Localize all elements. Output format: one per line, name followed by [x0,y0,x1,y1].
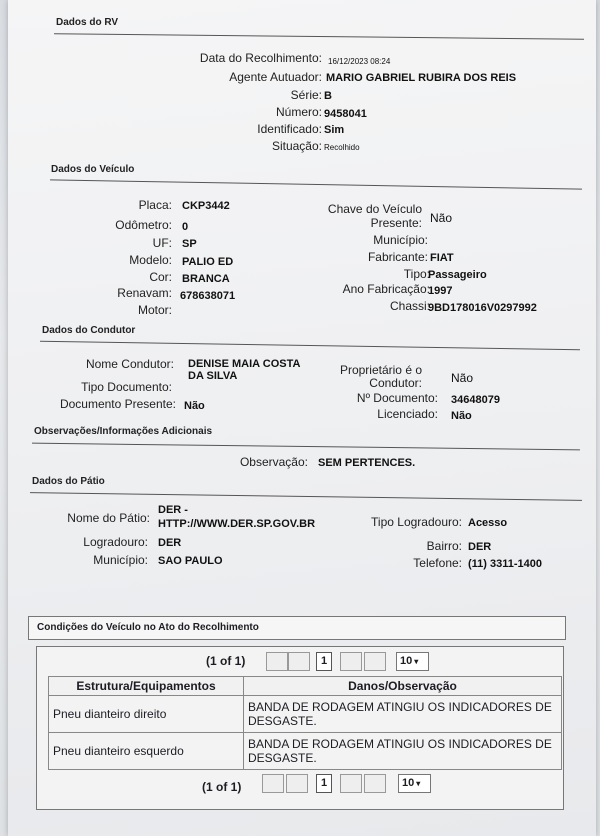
placa-label: Placa: [138,198,172,212]
odometro-label: Odômetro: [115,218,172,232]
column-header-estrutura: Estrutura/Equipamentos [49,677,244,696]
chave-value: Não [430,211,453,225]
section-rule [40,341,580,350]
chassi-value: 9BD178016V0297992 [428,302,537,314]
modelo-value: PALIO ED [182,256,234,268]
municipio-patio-value: SAO PAULO [158,555,223,567]
bairro-label: Bairro: [426,539,462,553]
current-page-button[interactable]: 1 [316,774,332,793]
identificado-label: Identificado: [257,122,322,136]
nome-condutor-value-2: DA SILVA [188,370,238,382]
section-title-rv: Dados do RV [56,17,119,28]
nome-condutor-value-1: DENISE MAIA COSTA [188,358,301,370]
uf-value: SP [182,238,197,250]
nome-condutor-label: Nome Condutor: [85,357,174,371]
observacao-value: SEM PERTENCES. [318,457,416,469]
table-row [49,696,562,733]
row-dano-cell: BANDA DE RODAGEM ATINGIU OS INDICADORES DE DESGASTE. [244,696,562,733]
licenciado-label: Licenciado: [377,407,438,421]
document-page [8,0,596,836]
section-title-observacoes: Observações/Informações Adicionais [34,426,213,437]
pager-text: (1 of 1) [202,780,242,794]
uf-label: UF: [152,236,172,250]
row-item-cell: Pneu dianteiro direito [49,696,244,733]
section-rule [30,492,582,501]
renavam-label: Renavam: [117,286,172,300]
situacao-label: Situação: [271,139,322,153]
ano-value: 1997 [428,285,453,297]
page-size-value: 10 [400,655,413,667]
documento-presente-label: Documento Presente: [59,397,176,411]
licenciado-value: Não [451,410,472,422]
section-title-condutor: Dados do Condutor [42,325,136,336]
chassi-label: Chassi: [389,299,430,313]
section-title-patio: Dados do Pátio [32,476,105,487]
page-size-select[interactable] [398,774,431,793]
placa-value: CKP3442 [182,200,230,212]
bairro-value: DER [468,541,492,553]
last-page-button[interactable] [364,652,386,671]
situacao-value: Recolhido [324,143,360,152]
agente-value: MARIO GABRIEL RUBIRA DOS REIS [326,72,517,84]
ano-label: Ano Fabricação: [342,282,430,296]
numero-value: 9458041 [324,108,367,120]
prev-page-button[interactable] [288,652,310,671]
page-size-select[interactable] [396,652,429,671]
table-header-row [49,677,562,696]
cor-label: Cor: [149,270,172,284]
tipo-documento-label: Tipo Documento: [81,380,172,394]
prev-page-button[interactable] [286,774,308,793]
fabricante-label: Fabricante: [367,250,428,264]
proprietario-value: Não [451,371,474,385]
first-page-button[interactable] [266,652,288,671]
nome-patio-label: Nome do Pátio: [67,511,150,525]
page-size-value: 10 [402,777,415,789]
observacao-label: Observação: [239,455,308,469]
renavam-value: 678638071 [180,290,236,302]
numero-label: Número: [275,105,322,119]
chave-label-2: Presente: [370,216,422,230]
chevron-down-icon: ▾ [416,779,421,788]
chevron-down-icon: ▾ [414,657,419,666]
section-rule [32,443,580,451]
tipo-logradouro-value: Acesso [468,517,508,529]
table-row [49,733,562,770]
row-dano-cell: BANDA DE RODAGEM ATINGIU OS INDICADORES DE DESGASTE. [244,733,562,770]
telefone-label: Telefone: [413,556,462,570]
cor-value: BRANCA [182,273,230,285]
condicoes-table [48,676,562,770]
municipio-patio-label: Município: [93,553,148,567]
numero-documento-label: Nº Documento: [356,391,438,405]
last-page-button[interactable] [364,774,386,793]
nome-patio-value-2: HTTP://WWW.DER.SP.GOV.BR [158,518,316,530]
pager-bottom [48,774,562,794]
numero-documento-value: 34648079 [451,394,500,406]
data-recolhimento-value: 16/12/2023 08:24 [328,57,391,66]
nome-patio-value-1: DER - [158,504,188,516]
next-page-button[interactable] [340,652,362,671]
first-page-button[interactable] [262,774,284,793]
fabricante-value: FIAT [430,252,454,264]
section-title-veiculo: Dados do Veículo [51,164,135,175]
serie-value: B [324,90,332,102]
serie-label: Série: [290,88,322,102]
documento-presente-value: Não [184,400,205,412]
proprietario-label-1: Proprietário é o [339,363,422,377]
tipo-value: Passageiro [428,269,487,281]
next-page-button[interactable] [340,774,362,793]
agente-label: Agente Autuador: [229,70,322,84]
column-header-danos: Danos/Observação [244,677,562,696]
data-recolhimento-label: Data do Recolhimento: [199,51,322,65]
telefone-value: (11) 3311-1400 [468,558,543,570]
section-title-condicoes: Condições do Veículo no Ato do Recolhimento [37,622,259,633]
odometro-value: 0 [182,221,189,233]
logradouro-value: DER [158,537,182,549]
logradouro-label: Logradouro: [83,535,148,549]
proprietario-label-2: Condutor: [369,376,422,390]
modelo-label: Modelo: [129,253,172,267]
municipio-veiculo-label: Município: [373,233,428,247]
current-page-button[interactable]: 1 [316,652,332,671]
pager-top [48,652,562,672]
chave-label-1: Chave do Veículo [327,202,422,216]
section-rule [50,179,582,189]
pager-text: (1 of 1) [206,654,246,668]
tipo-label: Tipo: [403,267,430,281]
tipo-logradouro-label: Tipo Logradouro: [371,515,462,529]
condicoes-header-box [28,616,566,640]
motor-label: Motor: [137,303,172,317]
row-item-cell: Pneu dianteiro esquerdo [49,733,244,770]
identificado-value: Sim [324,124,345,136]
section-rule [54,33,584,40]
